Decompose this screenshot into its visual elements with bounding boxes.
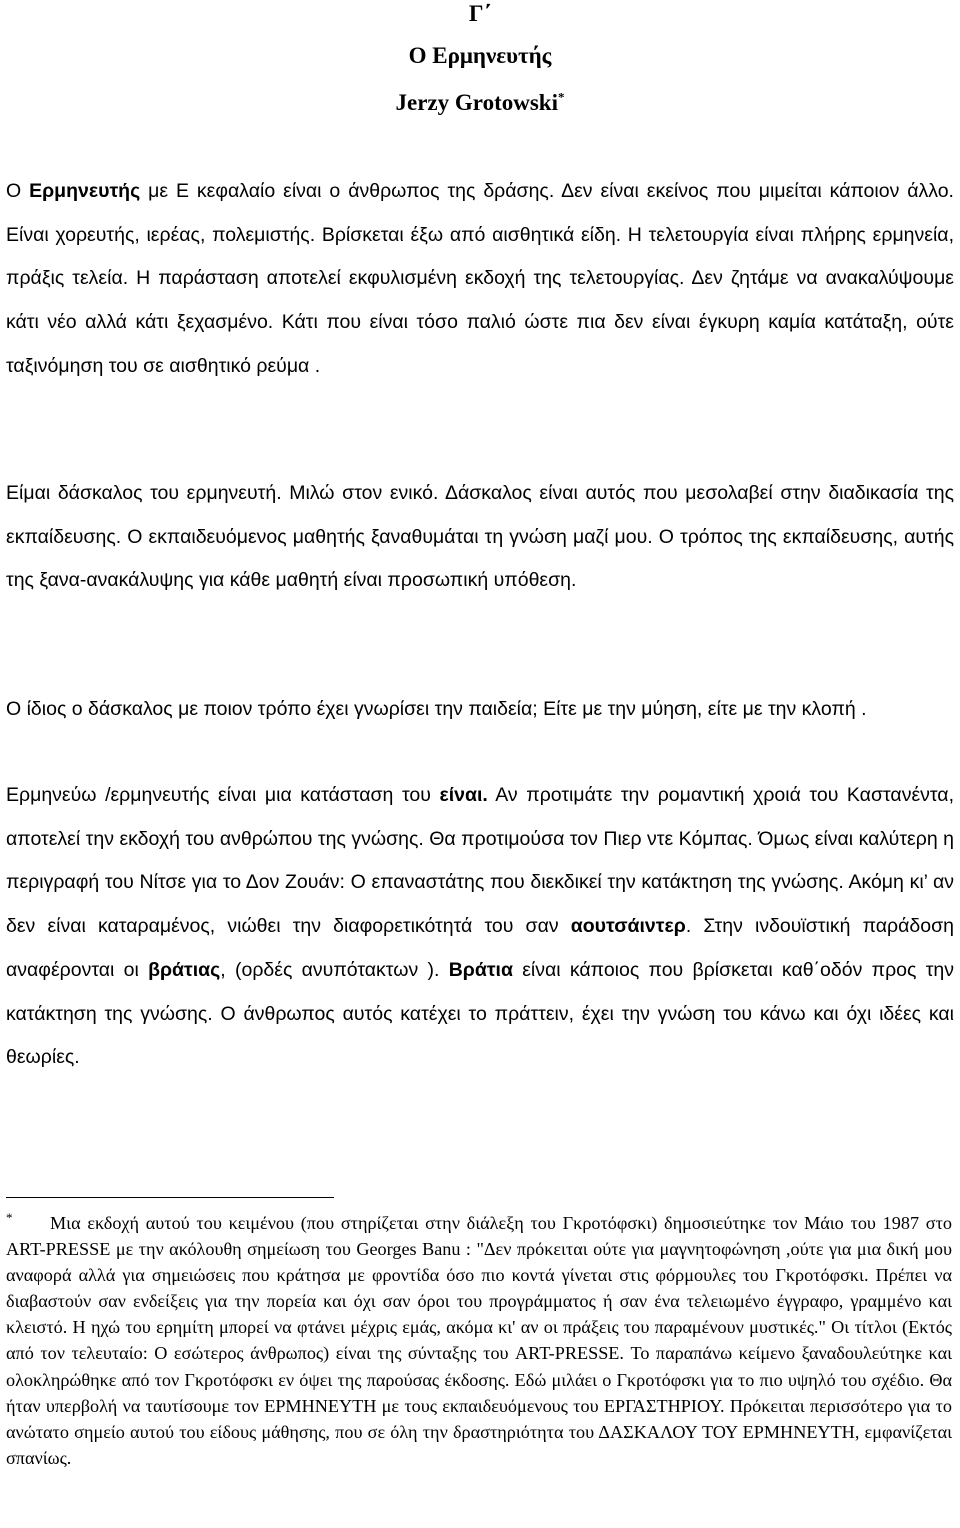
- paragraph-1-text: Ο: [6, 180, 30, 202]
- footnote-text: Μια εκδοχή αυτού του κειμένου (που στηρίζεται στην διάλεξη του Γκροτόφσκι) δημοσιεύτηκε τον Μάιο του 1987 στο ART-PRESSE με την ακόλουθη σημείωση του Georges Banu : "Δεν πρόκειται ούτε για μαγνητοφώνηση ,ούτε για μια δική μου αναφορά αλλά για σημειώσεις που κράτησα με φροντίδα όσο πιο κοντά γίνεται στις φόρμουλες του Γκροτόφσκι. Πρέπει να διαβαστούν σαν ενδείξεις για την πορεία και όχι σαν όροι του προγράμματος ή σαν ένα τελειωμένο έγγραφο, γραμμένο και κλειστό. Η ηχώ του ερημίτη μπορεί να φτάνει μέχρις εμάς, ακόμα κι' αν οι πράξεις του παραμένουν μυστικές." Οι τίτλοι (Εκτός από τον τελευταίο: Ο εσώτερος άνθρωπος) είναι της σύνταξης του ART-PRESSE. Το παραπάνω κείμενο ξαναδουλεύτηκε και ολοκληρώθηκε από τον Γκροτόφσκι εν όψει της παρούσας έκδοσης. Εδώ μιλάει ο Γκροτόφσκι για το πιο υψηλό του σχέδιο. Θα ήταν υπερβολή να ταυτίσουμε τον ΕΡΜΗΝΕΥΤΗ με τους εκπαιδευόμενους του ΕΡΓΑΣΤΗΡΙΟΥ. Πρόκειται περισσότερο για το ανώτατο σημείο αυτού του είδους μάθησης, που σε όλη την δραστηριότητα του ΔΑΣΚΑΛΟΥ ΤΟΥ ΕΡΜΗΝΕΥΤΗ, εμφανίζεται σπανίως.: [6, 1213, 952, 1468]
- author-name: Jerzy Grotowski: [395, 90, 558, 115]
- author-line: [0, 89, 960, 117]
- section-number: Γ΄: [468, 1, 492, 26]
- emphasis-interpreter: Ερμηνευτής: [29, 180, 141, 202]
- paragraph-4-text-cont: Αν προτιμάτε την ρομαντική χροιά του Καστανέντα, αποτελεί την εκδοχή του ανθρώπου της γνώσης. Θα προτιμούσα τον Πιερ ντε Κόμπας. Όμως είναι καλύτερη η περιγραφή του Νίτσε για το Δον Ζουάν: Ο επαναστάτης που διεκδικεί την κατάκτηση της γνώσης. Ακόμη κι’ αν δεν είναι καταραμένος, νιώθει την διαφορετικότητά του σαν: [6, 784, 954, 938]
- paragraph-3: Ο ίδιος ο δάσκαλος με ποιον τρόπο έχει γνωρίσει την παιδεία; Είτε με την μύηση, είτε με την κλοπή .: [6, 698, 867, 720]
- paragraph-1-text-cont: με Ε κεφαλαίο είναι ο άνθρωπος της δράσης. Δεν είναι εκείνος που μιμείται κάποιον άλλο. Είναι χορευτής, ιερέας, πολεμιστής. Βρίσκεται έξω από αισθητικά είδη. Η τελετουργία είναι πλήρης ερμηνεία, πράξις τελεία. Η παράσταση αποτελεί εκφυλισμένη εκδοχή της τελετουργίας. Δεν ζητάμε να ανακαλύψουμε κάτι νέο αλλά κάτι ξεχασμένο. Κάτι που είναι τόσο παλιό ώστε πια δεν είναι έγκυρη καμία κατάταξη, ούτε ταξινόμηση του σε αισθητικό ρεύμα .: [6, 180, 954, 377]
- footnote-mark-symbol: *: [6, 1209, 13, 1225]
- footnote-reference-mark: *: [557, 89, 565, 105]
- emphasis-being: είναι.: [439, 784, 488, 806]
- paragraph-4-text-cont: . Στην ινδουϊστική παράδοση αναφέρονται οι: [6, 915, 954, 981]
- footnote: [6, 1210, 952, 1471]
- footnote-mark: [6, 1210, 50, 1236]
- page-title: Ο Ερμηνευτής: [408, 43, 552, 68]
- paragraph-4-text-cont: , (ορδές ανυπότακτων ).: [220, 958, 449, 981]
- paragraph-1: [6, 170, 954, 389]
- paragraph-2: Είμαι δάσκαλος του ερμηνευτή. Μιλώ στον ενικό. Δάσκαλος είναι αυτός που μεσολαβεί στην διαδικασία της εκπαίδευσης. Ο εκπαιδευόμενος μαθητής ξαναθυμάται τη γνώση μαζί μου. Ο τρόπος της εκπαίδευσης, αυτής της ξανα-ανακάλυψης για κάθε μαθητή είναι προσωπική υπόθεση.: [6, 482, 954, 592]
- emphasis-vratyas: βράτιας: [148, 958, 221, 981]
- emphasis-outsider: αουτσάιντερ: [570, 915, 686, 938]
- paragraph-4-text: Ερμηνεύω /ερμηνευτής είναι μια κατάσταση του: [6, 784, 440, 806]
- emphasis-vratya: Βράτια: [448, 958, 513, 981]
- paragraph-4-text-cont: είναι κάποιος που βρίσκεται καθ΄οδόν προς την κατάκτηση της γνώσης. Ο άνθρωπος αυτός κατέχει το πράττειν, έχει την γνώση του κάνω και όχι ιδέες και θεωρίες.: [6, 958, 954, 1069]
- paragraph-4: [6, 774, 954, 1080]
- footnote-separator: [6, 1197, 334, 1198]
